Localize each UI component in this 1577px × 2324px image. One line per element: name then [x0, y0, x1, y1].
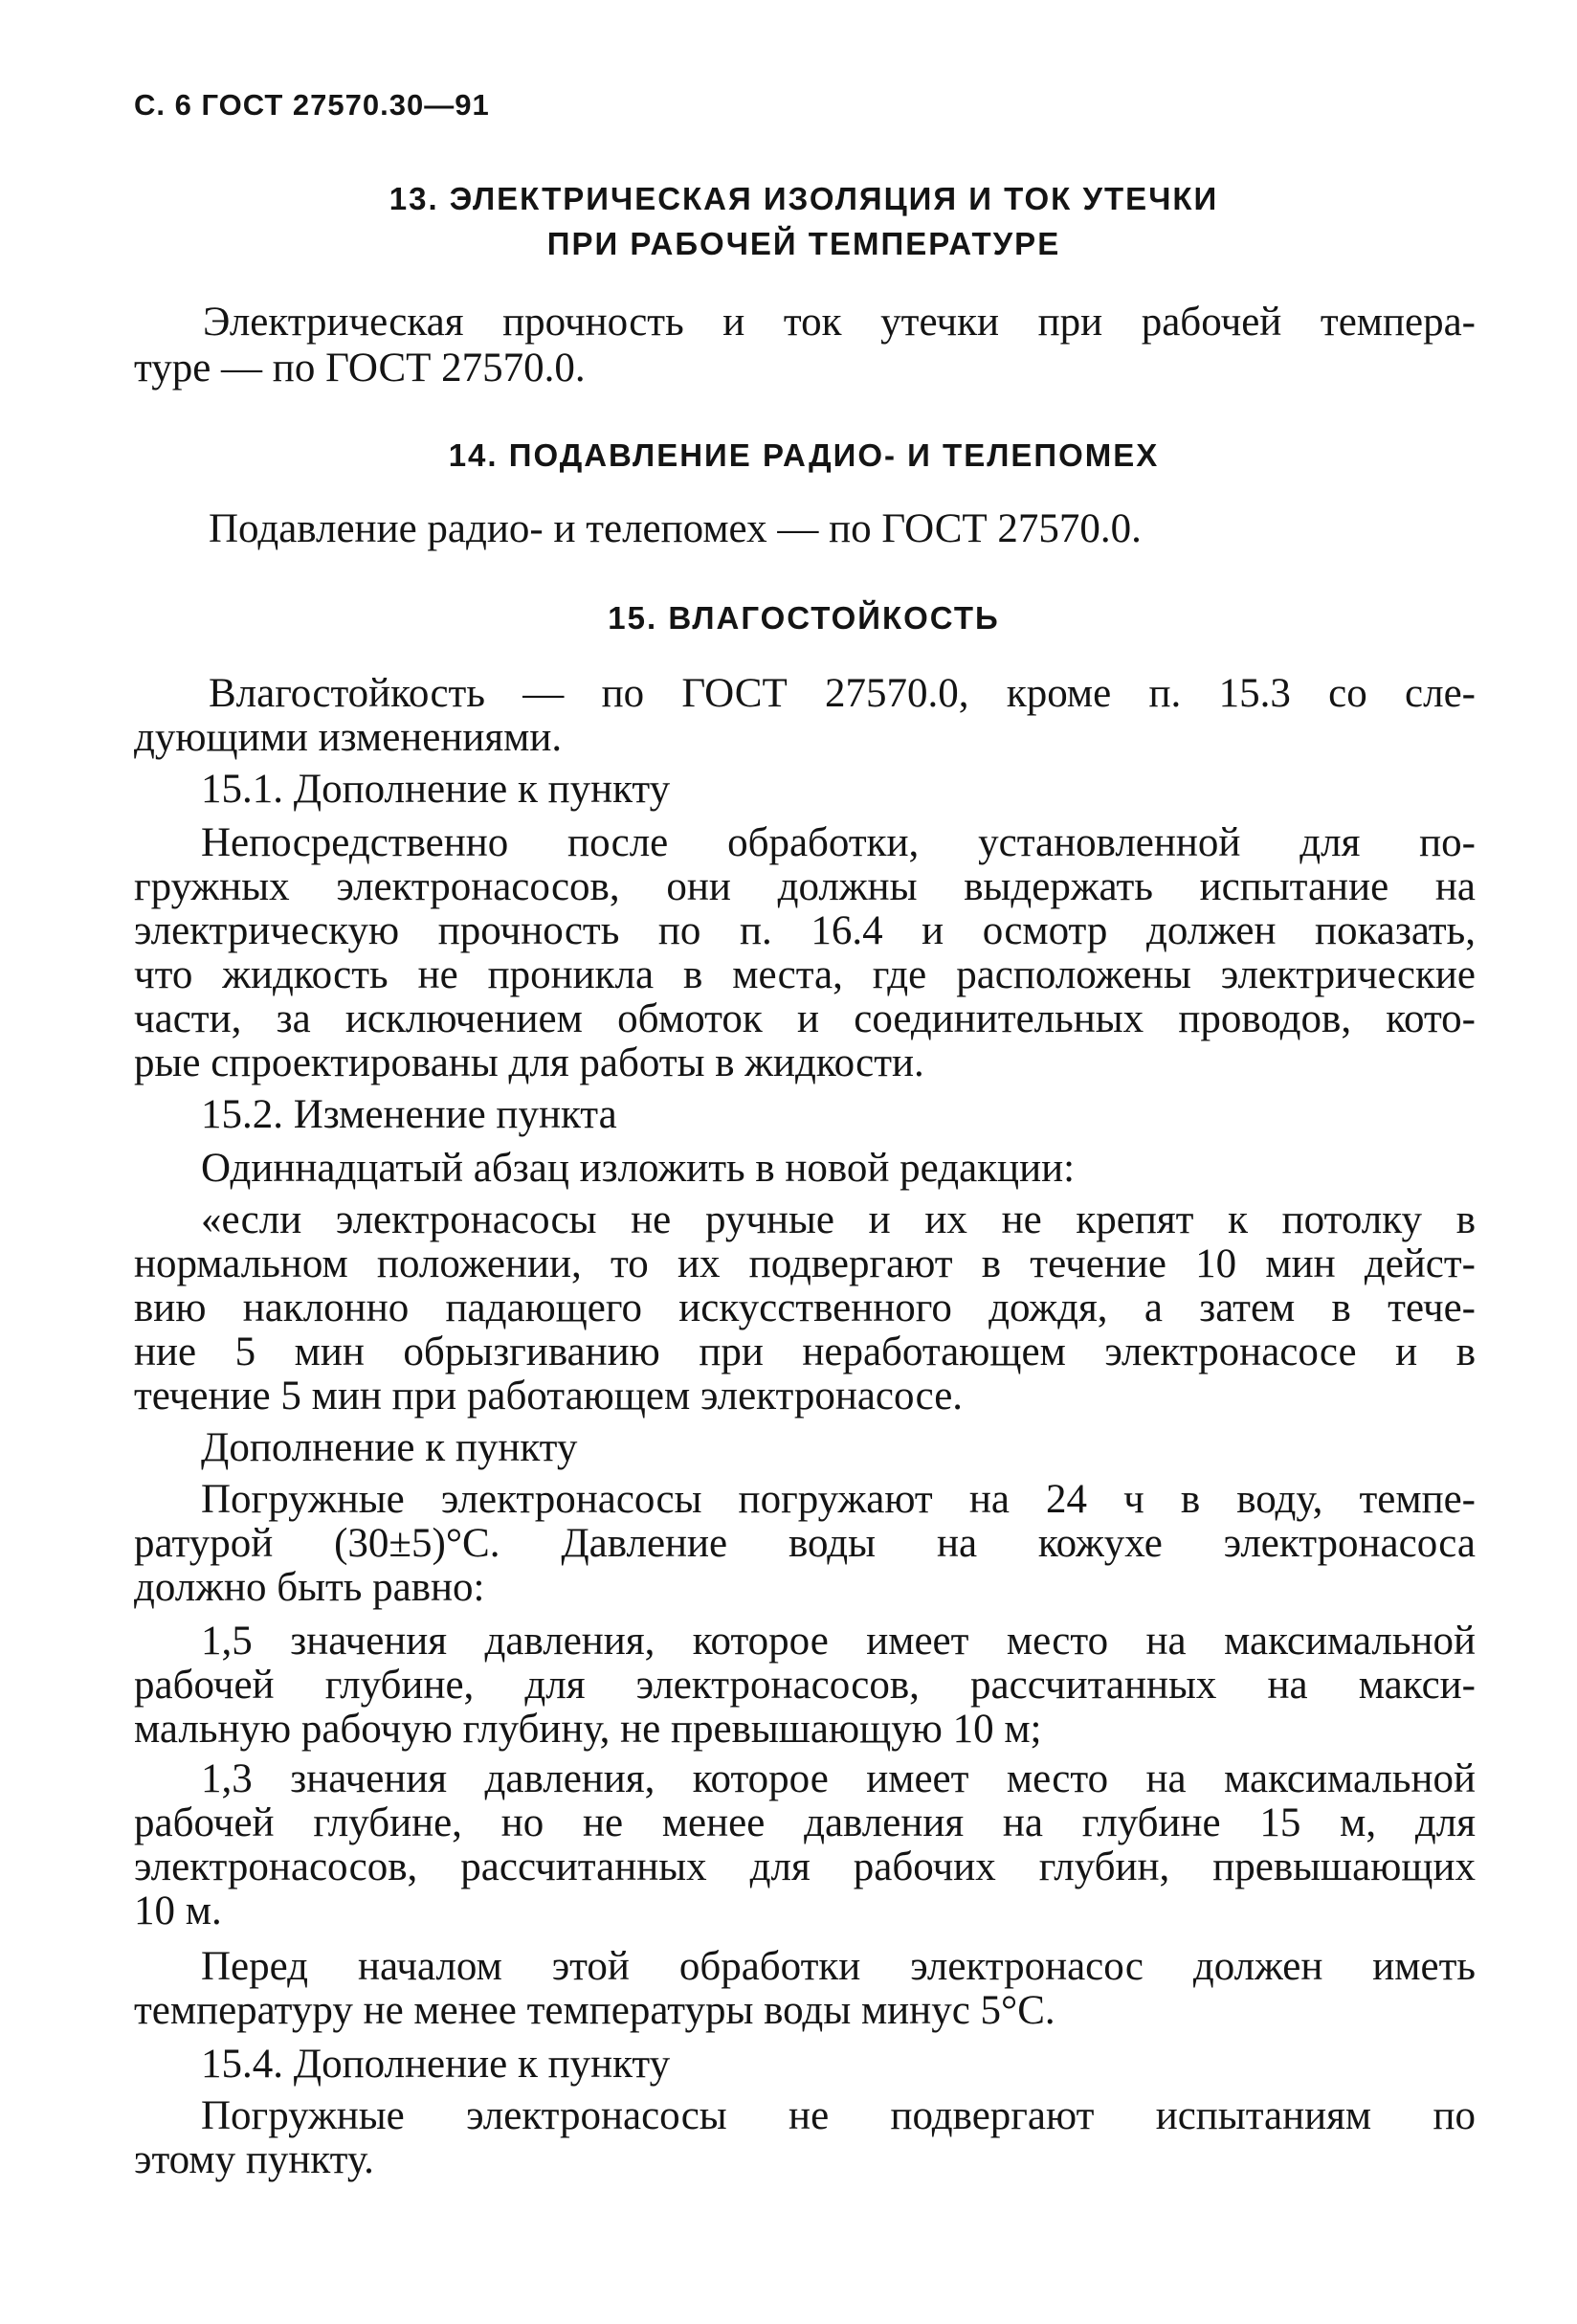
p15-2-heading: 15.2. Изменение пункта: [201, 1092, 617, 1137]
item2-line: рабочей глубине, но не менее давления на глубине 15 м, для: [134, 1800, 1476, 1845]
p15-1-line: части, за исключением обмоток и соединительных проводов, кото-: [134, 996, 1476, 1041]
section-13-text-line1: Электрическая прочность и ток утечки при рабочей темпера-: [203, 300, 1476, 345]
before-line: Перед началом этой обработки электронасос должен иметь: [201, 1944, 1476, 1989]
section-14-title: 14. ПОДАВЛЕНИЕ РАДИО- И ТЕЛЕПОМЕХ: [448, 437, 1160, 473]
p15-1-line: рые спроектированы для работы в жидкости.: [134, 1040, 924, 1085]
item2-line: 10 м.: [134, 1888, 222, 1933]
section-15-intro-line1: Влагостойкость — по ГОСТ 27570.0, кроме п. 15.3 со сле-: [209, 671, 1476, 716]
p15-2-line: Одиннадцатый абзац изложить в новой редакции:: [201, 1146, 1076, 1191]
submerge-line: ратурой (30±5)°C. Давление воды на кожухе электронасоса: [134, 1521, 1476, 1566]
addition-heading: Дополнение к пункту: [201, 1425, 578, 1470]
item1-line: рабочей глубине, для электронасосов, рассчитанных на макси-: [134, 1663, 1476, 1708]
before-line: температуру не менее температуры воды минус 5°C.: [134, 1988, 1055, 2033]
p15-4-heading: 15.4. Дополнение к пункту: [201, 2042, 671, 2087]
section-15-intro-line2: дующими изменениями.: [134, 715, 563, 760]
section-13-title-line2: ПРИ РАБОЧЕЙ ТЕМПЕРАТУРЕ: [546, 226, 1061, 261]
section-13-text-line2: туре — по ГОСТ 27570.0.: [134, 346, 586, 391]
quote-line: течение 5 мин при работающем электронасосе.: [134, 1374, 964, 1419]
item2-line: 1,3 значения давления, которое имеет место на максимальной: [201, 1756, 1476, 1801]
p15-4-line: этому пункту.: [134, 2137, 374, 2182]
p15-1-heading: 15.1. Дополнение к пункту: [201, 767, 671, 812]
p15-4-line: Погружные электронасосы не подвергают испытаниям по: [201, 2093, 1476, 2138]
quote-line: «если электронасосы не ручные и их не крепят к потолку в: [201, 1197, 1476, 1242]
quote-line: ние 5 мин обрызгиванию при неработающем электронасосе и в: [134, 1330, 1476, 1374]
submerge-line: должно быть равно:: [134, 1565, 485, 1610]
p15-1-line: электрическую прочность по п. 16.4 и осмотр должен показать,: [134, 908, 1476, 953]
p15-1-line: что жидкость не проникла в места, где расположены электрические: [134, 952, 1476, 997]
p15-1-line: Непосредственно после обработки, установленной для по-: [201, 820, 1476, 865]
section-13-title-line1: 13. ЭЛЕКТРИЧЕСКАЯ ИЗОЛЯЦИЯ И ТОК УТЕЧКИ: [389, 181, 1219, 216]
item2-line: электронасосов, рассчитанных для рабочих глубин, превышающих: [134, 1844, 1476, 1889]
item1-line: 1,5 значения давления, которое имеет место на максимальной: [201, 1619, 1476, 1664]
section-14-text: Подавление радио- и телепомех — по ГОСТ 27570.0.: [209, 506, 1142, 551]
item1-line: мальную рабочую глубину, не превышающую 10 м;: [134, 1707, 1042, 1752]
quote-line: нормальном положении, то их подвергают в течение 10 мин дейст-: [134, 1241, 1476, 1286]
quote-line: вию наклонно падающего искусственного дождя, а затем в тече-: [134, 1285, 1476, 1330]
page-header: С. 6 ГОСТ 27570.30—91: [134, 88, 490, 122]
p15-1-line: гружных электронасосов, они должны выдержать испытание на: [134, 864, 1476, 909]
section-15-title: 15. ВЛАГОСТОЙКОСТЬ: [608, 600, 1000, 636]
submerge-line: Погружные электронасосы погружают на 24 ч в воду, темпе-: [201, 1477, 1476, 1522]
